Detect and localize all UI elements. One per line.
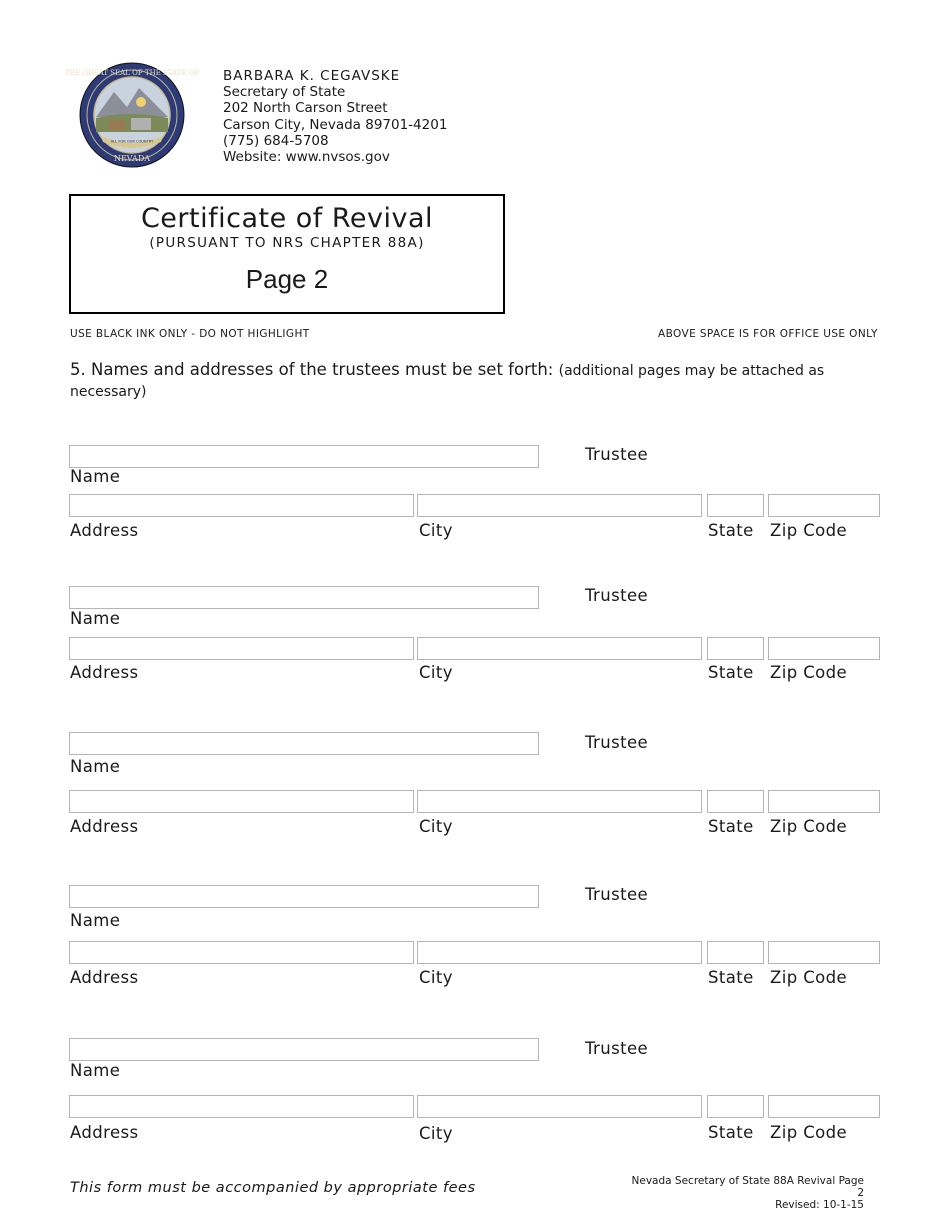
seal-motto: ALL FOR OUR COUNTRY	[110, 139, 154, 144]
trustee-1-state-input[interactable]	[707, 494, 764, 517]
trustee-1-address-label: Address	[70, 521, 139, 540]
seal-ring-text: THE GREAT SEAL OF THE STATE OF	[64, 69, 200, 77]
trustee-5-name-label: Name	[70, 1061, 121, 1080]
office-website: Website: www.nvsos.gov	[223, 149, 390, 166]
trustee-5-state-label: State	[708, 1123, 754, 1142]
trustee-1-name-label: Name	[70, 467, 121, 486]
trustee-2-zip-label: Zip Code	[770, 663, 848, 682]
trustee-4-state-label: State	[708, 968, 754, 987]
trustee-4-state-input[interactable]	[707, 941, 764, 964]
trustee-4-address-input[interactable]	[69, 941, 414, 964]
trustee-2-state-label: State	[708, 663, 754, 682]
trustee-2-zip-input[interactable]	[768, 637, 880, 660]
trustee-2-state-input[interactable]	[707, 637, 764, 660]
trustee-1-label: Trustee	[585, 445, 649, 464]
form-subtitle: (PURSUANT TO NRS CHAPTER 88A)	[149, 235, 425, 251]
trustee-4-city-input[interactable]	[417, 941, 702, 964]
trustee-5-address-label: Address	[70, 1123, 139, 1142]
trustee-4-zip-label: Zip Code	[770, 968, 848, 987]
office-header	[223, 68, 447, 165]
trustee-4-name-input[interactable]	[69, 885, 539, 908]
section-5-text: 5. Names and addresses of the trustees must be set forth:	[70, 360, 554, 379]
trustee-2-label: Trustee	[585, 586, 649, 605]
trustee-1-city-label: City	[419, 521, 453, 540]
office-use-notice: ABOVE SPACE IS FOR OFFICE USE ONLY	[658, 328, 878, 340]
trustee-3-state-input[interactable]	[707, 790, 764, 813]
trustee-2-city-label: City	[419, 663, 453, 682]
section-5-note: (additional pages may be attached as necessary)	[70, 363, 825, 400]
office-city: Carson City, Nevada 89701-4201	[223, 116, 448, 133]
trustee-1-state-label: State	[708, 521, 754, 540]
trustee-5-state-input[interactable]	[707, 1095, 764, 1118]
office-street: 202 North Carson Street	[223, 100, 388, 117]
trustee-2-name-input[interactable]	[69, 586, 539, 609]
form-title-box	[69, 194, 505, 314]
trustee-5-zip-label: Zip Code	[770, 1123, 848, 1142]
trustee-3-zip-input[interactable]	[768, 790, 880, 813]
trustee-4-name-label: Name	[70, 911, 121, 930]
trustee-3-state-label: State	[708, 817, 754, 836]
fees-note: This form must be accompanied by appropriate fees	[70, 1180, 476, 1196]
trustee-4-address-label: Address	[70, 968, 139, 987]
trustee-1-address-input[interactable]	[69, 494, 414, 517]
trustee-4-zip-input[interactable]	[768, 941, 880, 964]
section-5-question	[70, 360, 870, 402]
trustee-3-address-label: Address	[70, 817, 139, 836]
page-number: Page 2	[245, 264, 329, 294]
trustee-1-name-input[interactable]	[69, 445, 539, 468]
office-phone: (775) 684-5708	[223, 132, 329, 149]
trustee-2-name-label: Name	[70, 609, 121, 628]
trustee-3-city-label: City	[419, 817, 453, 836]
form-id: Nevada Secretary of State 88A Revival Page 2	[631, 1175, 864, 1199]
trustee-1-city-input[interactable]	[417, 494, 702, 517]
trustee-5-name-input[interactable]	[69, 1038, 539, 1061]
trustee-4-label: Trustee	[585, 885, 649, 904]
form-footer-id	[630, 1175, 864, 1211]
trustee-3-city-input[interactable]	[417, 790, 702, 813]
trustee-5-zip-input[interactable]	[768, 1095, 880, 1118]
officer-title: Secretary of State	[223, 84, 346, 101]
revised-date: Revised: 10-1-15	[775, 1199, 864, 1211]
ink-notice: USE BLACK INK ONLY - DO NOT HIGHLIGHT	[70, 328, 310, 340]
trustee-2-address-label: Address	[70, 663, 139, 682]
trustee-1-zip-input[interactable]	[768, 494, 880, 517]
trustee-4-city-label: City	[419, 968, 453, 987]
trustee-3-name-input[interactable]	[69, 732, 539, 755]
seal-state-name: NEVADA	[113, 154, 151, 163]
trustee-1-zip-label: Zip Code	[770, 521, 848, 540]
trustee-2-address-input[interactable]	[69, 637, 414, 660]
trustee-5-address-input[interactable]	[69, 1095, 414, 1118]
form-title: Certificate of Revival	[140, 203, 434, 234]
trustee-5-city-input[interactable]	[417, 1095, 702, 1118]
nevada-state-seal	[64, 62, 200, 168]
trustee-5-city-label: City	[419, 1124, 453, 1143]
trustee-3-address-input[interactable]	[69, 790, 414, 813]
trustee-3-name-label: Name	[70, 757, 121, 776]
trustee-5-label: Trustee	[585, 1039, 649, 1058]
trustee-3-zip-label: Zip Code	[770, 817, 848, 836]
trustee-2-city-input[interactable]	[417, 637, 702, 660]
trustee-3-label: Trustee	[585, 733, 649, 752]
officer-name: BARBARA K. CEGAVSKE	[223, 68, 401, 84]
